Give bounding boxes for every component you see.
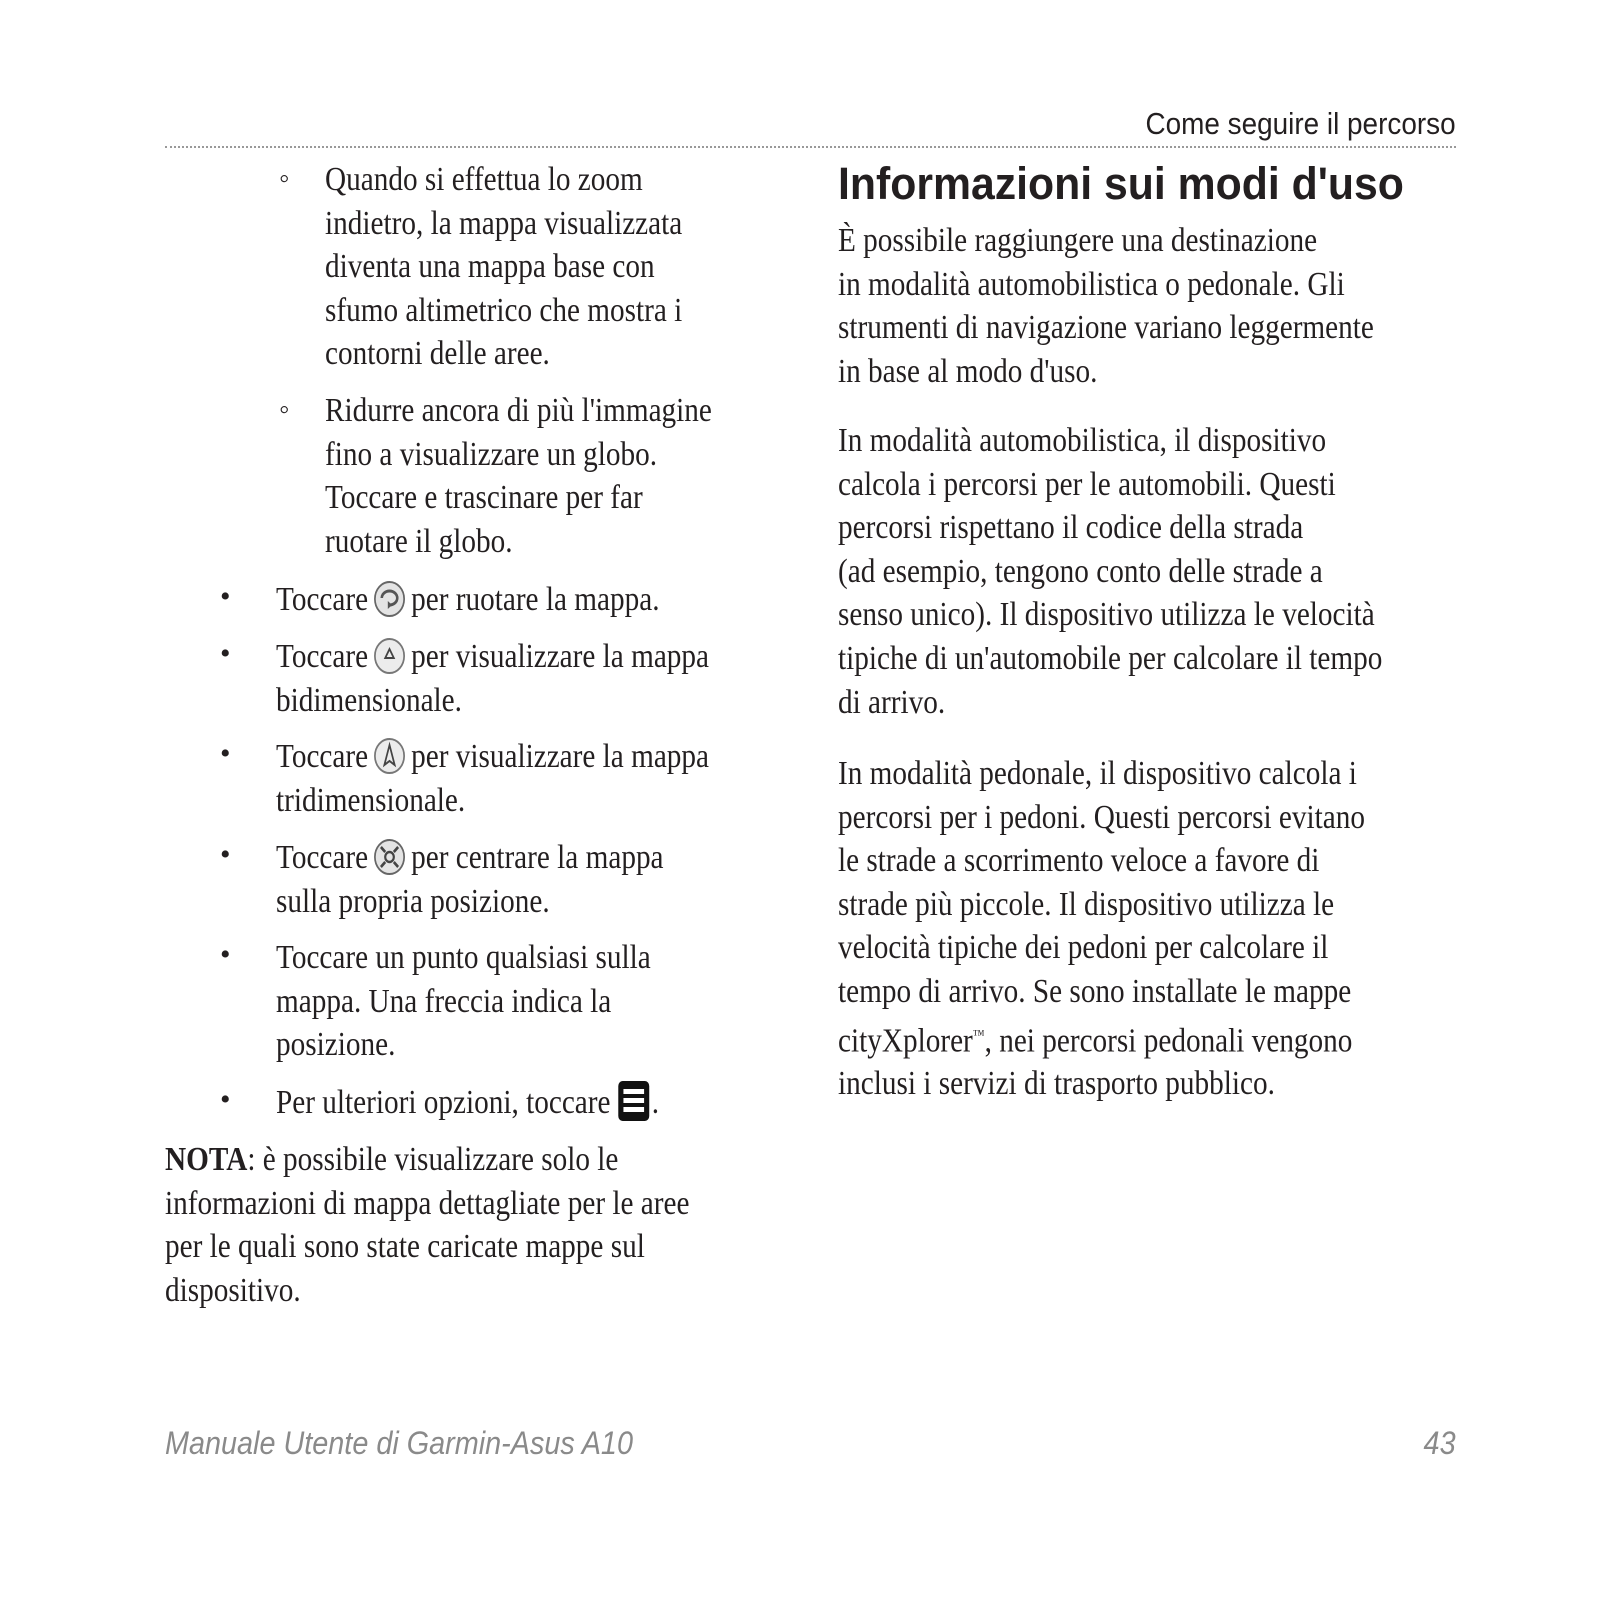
text-line: In modalità pedonale, il dispositivo calcola i xyxy=(838,755,1357,792)
text-line: percorsi rispettano il codice della strada xyxy=(838,509,1304,547)
text-line: senso unico). Il dispositivo utilizza le velocità xyxy=(838,596,1375,634)
text: per visualizzare la mappa xyxy=(411,638,710,675)
text-line: indietro, la mappa visualizzata xyxy=(325,204,683,242)
sub-bullet-marker: ◦ xyxy=(279,393,290,426)
text: Toccare xyxy=(276,738,369,775)
bullet-marker: • xyxy=(220,580,231,613)
text-line: tempo di arrivo. Se sono installate le mappe xyxy=(838,972,1352,1010)
paragraph-intro xyxy=(838,219,1461,393)
text-line: posizione. xyxy=(276,1026,396,1064)
text-line: Ridurre ancora di più l'immagine xyxy=(325,392,712,429)
sub-bullet-zoom-out xyxy=(325,158,740,376)
trademark: ™ xyxy=(972,1027,985,1043)
text: Per ulteriori opzioni, toccare xyxy=(276,1084,611,1121)
text: Toccare xyxy=(276,839,369,876)
rotate-map-icon xyxy=(373,580,406,618)
paragraph-pedestrian xyxy=(838,752,1451,1106)
header-divider xyxy=(165,146,1456,148)
bullet-tap-point xyxy=(276,936,712,1067)
bullet-center xyxy=(276,836,727,923)
section-title: Informazioni sui modi d'uso xyxy=(838,158,1404,209)
text-line: Toccare un punto qualsiasi sulla xyxy=(276,939,651,976)
text-line: Quando si effettua lo zoom xyxy=(325,161,643,198)
text-line: È possibile raggiungere una destinazione xyxy=(838,222,1318,259)
map-3d-icon xyxy=(373,737,406,775)
text-line: in modalità automobilistica o pedonale. Gli xyxy=(838,265,1345,303)
bullet-menu xyxy=(276,1081,721,1125)
bullet-rotate xyxy=(276,578,722,622)
map-2d-icon xyxy=(373,637,406,675)
text-line: tipiche di un'automobile per calcolare il tempo xyxy=(838,639,1383,677)
text-line: contorni delle aree. xyxy=(325,335,550,373)
text-line: calcola i percorsi per le automobili. Questi xyxy=(838,465,1336,503)
paragraph-automobile xyxy=(838,419,1471,724)
text-line: mappa. Una freccia indica la xyxy=(276,982,612,1020)
text: per centrare la mappa xyxy=(411,839,664,876)
text: Toccare xyxy=(276,638,369,675)
bullet-2d xyxy=(276,635,780,722)
note-label: NOTA xyxy=(165,1141,248,1178)
text-line: fino a visualizzare un globo. xyxy=(325,435,658,473)
text-line: sulla propria posizione. xyxy=(276,882,550,920)
text-line: in base al modo d'uso. xyxy=(838,352,1098,390)
page-number: 43 xyxy=(1423,1425,1456,1461)
text-line: ruotare il globo. xyxy=(325,522,513,560)
bullet-3d xyxy=(276,735,780,822)
text-line: inclusi i servizi di trasporto pubblico. xyxy=(838,1065,1275,1103)
center-position-icon xyxy=(373,838,406,876)
text-line: Toccare e trascinare per far xyxy=(325,479,643,517)
text-line: le strade a scorrimento veloce a favore di xyxy=(838,842,1320,880)
section-header: Come seguire il percorso xyxy=(1145,106,1456,141)
bullet-marker: • xyxy=(220,637,231,670)
bullet-marker: • xyxy=(220,737,231,770)
text-line: di arrivo. xyxy=(838,683,946,721)
text-line: percorsi per i pedoni. Questi percorsi evitano xyxy=(838,798,1365,836)
bullet-marker: • xyxy=(220,838,231,871)
text-line: sfumo altimetrico che mostra i xyxy=(325,291,683,329)
text-line: bidimensionale. xyxy=(276,681,462,719)
sub-bullet-globe xyxy=(325,389,775,563)
text-line: strumenti di navigazione variano leggermente xyxy=(838,309,1374,347)
text: : è possibile visualizzare solo le xyxy=(247,1141,619,1178)
sub-bullet-marker: ◦ xyxy=(279,162,290,195)
text: per ruotare la mappa. xyxy=(411,581,660,618)
text-line: diventa una mappa base con xyxy=(325,248,655,286)
text-line: velocità tipiche dei pedoni per calcolare il xyxy=(838,929,1329,967)
text: , nei percorsi pedonali vengono xyxy=(984,1021,1353,1059)
text-line: strade più piccole. Il dispositivo utilizza le xyxy=(838,885,1335,923)
text-line: (ad esempio, tengono conto delle strade a xyxy=(838,552,1323,590)
text: per visualizzare la mappa xyxy=(411,738,710,775)
text: cityXplorer xyxy=(838,1021,973,1059)
bullet-marker: • xyxy=(220,938,231,971)
text-line: informazioni di mappa dettagliate per le aree xyxy=(165,1184,690,1222)
text-line: dispositivo. xyxy=(165,1271,301,1309)
bullet-marker: • xyxy=(220,1083,231,1116)
text-line: tridimensionale. xyxy=(276,781,466,819)
text-line: per le quali sono state caricate mappe sul xyxy=(165,1228,645,1266)
footer-manual-title: Manuale Utente di Garmin-Asus A10 xyxy=(165,1425,633,1461)
note-paragraph xyxy=(165,1138,775,1312)
text-line: In modalità automobilistica, il dispositivo xyxy=(838,422,1327,459)
text: Toccare xyxy=(276,581,369,618)
text: . xyxy=(651,1084,660,1121)
menu-icon xyxy=(617,1081,650,1119)
